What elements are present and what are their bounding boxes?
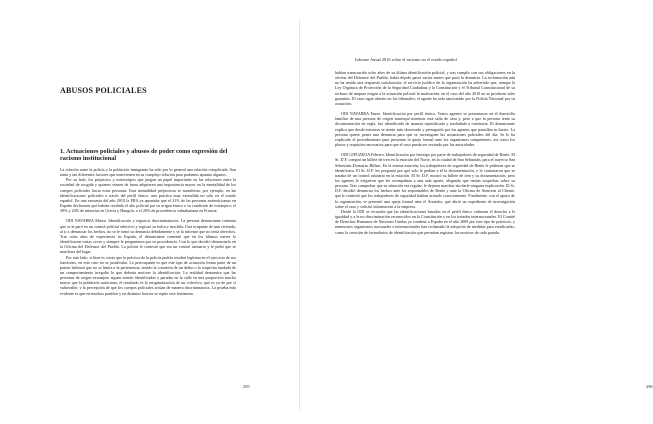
left-paragraph-4: Por este lado, si bien es cierto que la práctica de la policía podría resultar legítima en el ejercicio de sus funciones, en este caso no se justificaba. Lo preocupante es que este tipo de actuación forma parte de un patrón habitual que no se limita a la pertenencia, siendo la comisión de un delito o la sospecha fundada de un comportamiento irregular lo que debería motivar la identificación. La realidad demuestra que las personas de origen extranjero siguen siendo identificadas y paradas en la calle en una proporción mucho mayor que la población autóctona; el resultado es la estigmatización de un colectivo, que es ya de por sí vulnerable, y la percepción de que los cuerpos policiales actúan de manera discriminatoria. La prueba más evidente es que en muchos partidos y en distintos barrios se repite este fenómeno. xyxy=(60,254,236,296)
page-number-left: 295 xyxy=(243,384,250,389)
left-body-text xyxy=(60,167,236,296)
right-paragraph-4: Desde la ODI se recuerda que las identificaciones basadas en el perfil étnico vulneran el derecho a la igualdad y a la no discriminación reconocidos en la Constitución y en los tratados internacionales. El Comité de Derechos Humanos de Naciones Unidas ya condenó a España en el año 2009 por este tipo de prácticas, y numerosos organismos nacionales e internacionales han reclamado la adopción de medidas para erradicarlas, como la creación de formularios de identificación que permitan registrar los motivos de cada parada. xyxy=(335,208,515,235)
left-paragraph-2: Por su lado, los prejuicios y estereotipos que juegan un papel importante en las relaciones entre la sociedad de acogida y quienes vienen de fuera adquieren una importancia mayor en la mentalidad de los cuerpos policiales hacia estas personas. Esta mentalidad prejuiciosa se manifiesta, por ejemplo, en las identificaciones policiales a través del perfil étnico, una práctica muy extendida no solo en el estado español. En una encuesta del año 2010 la FRA ya apuntaba que el 31% de las personas norteafricanas en España declararon que habían recibido el alto policial por su origen étnico o su condición de extranjero; el 39% y 24% de minorías en Grecia y Hungría; o el 26% de procedencia subsahariana en Francia. xyxy=(60,177,236,214)
left-paragraph-1: La relación entre la policía y la población inmigrante ha sido por lo general una relación complicada. Son tanto y tan diferentes factores que intervienen en su complejo relación para podamos apuntar algunos. xyxy=(60,167,236,178)
left-paragraph-3: ODI NAVARRA Marzo. Identificación y registros discriminatorios. La persona denunciante comenta que se le paró en un control policial selectivo y registró su bolsa y mochila. Una ocupante de una vivienda, al ir a denunciar los hechos, no se le tomó su denuncia debidamente y se la informó que no tenía derechos. Tras ocho años de experiencia en España, el denunciante comentó que en los últimos meses lo identificaron varias veces y siempre le preguntaron por su procedencia. Con lo que decidió denunciarlo en la Oficina del Defensor del Pueblo. La policía le contestó que era un control rutinario y le pidió que se marchara del lugar. xyxy=(60,218,236,255)
section-title: 1. Actuaciones policiales y abusos de poder como expresión del racismo institucional xyxy=(60,148,228,163)
left-page xyxy=(0,0,300,424)
right-body-text xyxy=(335,70,515,235)
page-number-right: 296 xyxy=(646,384,653,389)
right-paragraph-3: ODI GIPUZKOA Febrero. Identificación por fenotipo por parte de trabajadores de seguridad de Renfe. El Sr. D.F. compró un billete de tren en la estación del Norte, en la ciudad de San Sebastián, para el trayecto San Sebastián–Donostia–Bilbao. En la misma estación, los trabajadores de seguridad de Renfe le pidieron que se identificara. El Sr. D.F. les preguntó por qué solo le pedían a él la documentación, y le contestaron que se trataba de un control rutinario en la estación. El Sr. D.F. mostró su billete de tren y su documentación, pero los agentes le exigieron que les acompañara a una sala aparte, alegando que tenían sospechas sobre su persona. Tras comprobar que su situación era regular, le dejaron marchar sin darle ninguna explicación. El Sr. D.F. decidió denunciar los hechos ante los responsables de Renfe y ante la Oficina de Atención al Cliente, que le contestó que los trabajadores de seguridad habían actuado correctamente. Finalmente, con el apoyo de la organización, se presentó una queja formal ante el Ararteko, que abrió un expediente de investigación sobre el caso y solicitó información a la empresa. xyxy=(335,152,515,209)
right-paragraph-1: habían transcurrido ocho años de su última identificación policial; y tras cumplir con sus obligaciones en la oficina del Defensor del Pueblo, había dejado pasar varios meses que pasó la denuncia. La reclamación aún no ha tenido una respuesta satisfactoria; el servicio jurídico de la organización ha advertido que, aunque la Ley Orgánica de Protección de la Seguridad Ciudadana y la Constitución y el Tribunal Constitucional de su rechazo de amparo exigen a la actuación policial la motivación, en el caso del año 2010 no se producen tales garantías. El caso sigue abierto en los tribunales; el agente ha sido sancionado por la Policía Nacional por su actuación. xyxy=(335,70,515,106)
running-head: Informe Anual 2016 sobre el racismo en el estado español xyxy=(355,57,457,62)
chapter-title: ABUSOS POLICIALES xyxy=(60,86,147,95)
right-paragraph-2: ODI NAVARRA Enero. Identificación por perfil étnico. Varios agentes se presentaron en el domicilio familiar de una persona de origen marroquí mientras esta salía de casa y, pese a que la persona tenía su documentación en regla, fue identificada de manera injustificada y trasladada a comisaría. El denunciante explica que desde entonces se siente más observado y perseguido por los agentes que patrullan su barrio. La persona quiere poner una denuncia para que se investiguen las actuaciones policiales del día. Se le ha explicado el procedimiento para presentar la queja formal ante los organismos competentes, así como los plazos y requisitos necesarios para que el caso pueda ser revisado por las autoridades. xyxy=(335,111,515,148)
